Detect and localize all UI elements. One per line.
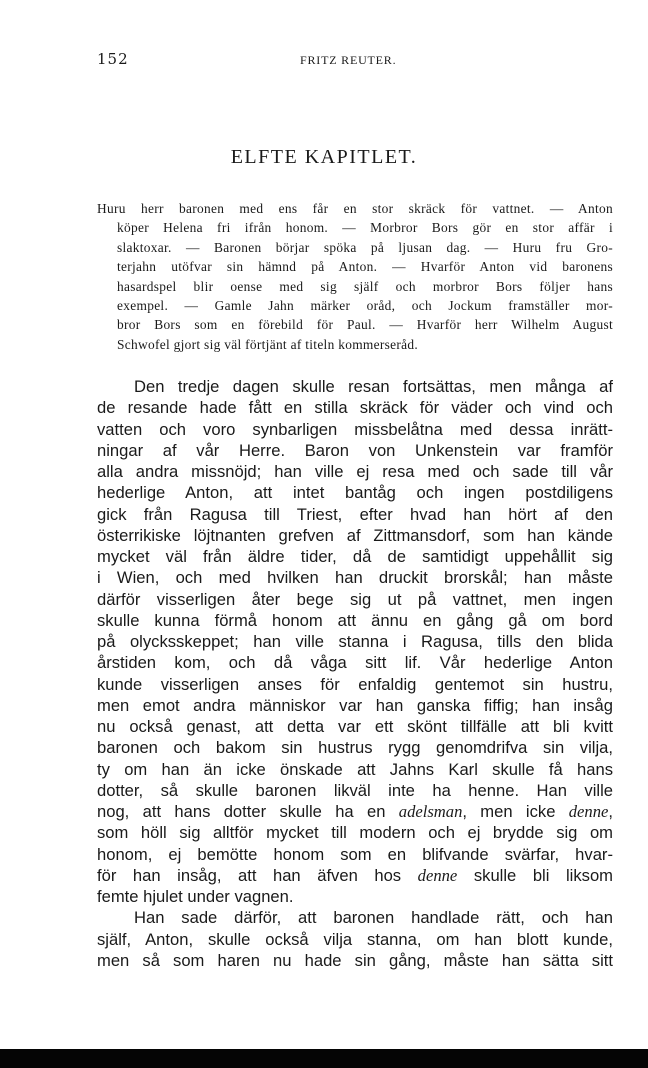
body-line: hederlige Anton, att intet bantåg och ingen postdiligens — [97, 483, 613, 503]
body-line: ty om han än icke önskade att Jahns Karl skulle få hans — [97, 759, 613, 779]
body-line: men emot andra människor var han ganska fiffig; han insåg — [97, 695, 613, 715]
scan-border — [0, 1049, 648, 1068]
body-line: själf, Anton, skulle också vilja stanna, om han blott kunde, — [97, 929, 613, 949]
body-line: nu också genast, att detta var ett skönt tillfälle att bli kvitt — [97, 717, 613, 736]
chapter-title: ELFTE KAPITLET. — [230, 146, 418, 168]
body-line: Han sade därför, att baronen handlade rätt, och han — [134, 908, 613, 928]
body-line: femte hjulet under vagnen. — [97, 887, 294, 906]
summary-line: bror Bors som en förebild för Paul. — Hvarför herr Wilhelm August — [117, 317, 613, 333]
body-line: vatten och voro synbarligen missbelåtna med dessa inrätt- — [97, 419, 613, 439]
summary-line: Schwofel gjort sig väl förtjänt af titeln kommerseråd. — [117, 336, 419, 352]
body-line: nog, att hans dotter skulle ha en adelsman, men icke denne, — [97, 802, 613, 821]
body-line: Den tredje dagen skulle resan fortsättas, men många af — [134, 377, 613, 396]
body-line: årstiden kom, och då våga sitt lif. Vår hederlige Anton — [97, 653, 613, 673]
body-line: alla andra missnöjd; han ville ej resa med och sade till vår — [97, 462, 613, 481]
body-line: de resande hade fått en stilla skräck för väder och vind och — [97, 398, 613, 418]
running-head: FRITZ REUTER. — [300, 53, 397, 67]
summary-line: köper Helena fri ifrån honom. — Morbror Bors gör en stor affär i — [117, 220, 613, 236]
body-line: mycket väl från äldre tider, då de samtidigt uppehållit sig — [97, 547, 613, 566]
italic-word: adelsman — [398, 802, 463, 821]
body-line: därför visserligen åter bege sig ut på vattnet, men ingen — [97, 589, 613, 609]
body-line: för han insåg, att han äfven hos denne skulle bli liksom — [97, 865, 613, 885]
body-line: baronen och bakom sin hustrus rygg genomdrifva sin vilja, — [97, 738, 613, 758]
body-line: gick från Ragusa till Triest, efter hvad han hört af den — [97, 504, 613, 524]
body-line: kunde visserligen anses för enfaldig gentemot sin hustru, — [97, 674, 613, 694]
body-line: skulle kunna förmå honom att ännu en gång gå om bord — [97, 610, 613, 630]
body-line: österrikiske löjtnanten grefven af Zittmansdorf, som han kände — [97, 525, 613, 545]
body-line: i Wien, och med hvilken han druckit brorskål; han måste — [97, 568, 613, 588]
body-line: honom, ej bemötte honom som en blifvande svärfar, hvar- — [97, 844, 613, 864]
body-line: men så som haren nu hade sin gång, måste han sätta sitt — [97, 950, 613, 970]
summary-line: Huru herr baronen med ens får en stor skräck för vattnet. — Anton — [97, 201, 613, 216]
summary-line: hasardspel blir oense med sig själf och morbror Bors följer hans — [117, 278, 613, 294]
summary-line: terjahn utöfvar sin hämnd på Anton. — Hvarför Anton vid baronens — [117, 259, 613, 275]
summary-line: slaktoxar. — Baronen börjar spöka på ljusan dag. — Huru fru Gro- — [117, 239, 613, 255]
body-line: ningar af vår Herre. Baron von Unkenstein var framför — [97, 440, 613, 460]
body-text — [97, 376, 613, 971]
summary-line: exempel. — Gamle Jahn märker oråd, och Jockum framställer mor- — [117, 298, 613, 314]
body-line: som höll sig alltför mycket till modern och ej brydde sig om — [97, 823, 613, 843]
page-number: 152 — [97, 50, 129, 68]
body-line: dotter, så skulle baronen likväl inte ha henne. Han ville — [97, 780, 613, 800]
italic-word: denne — [568, 802, 609, 821]
body-line: på olycksskeppet; han ville stanna i Ragusa, tills den blida — [97, 632, 613, 651]
chapter-summary — [97, 199, 613, 354]
italic-word: denne — [417, 865, 458, 885]
